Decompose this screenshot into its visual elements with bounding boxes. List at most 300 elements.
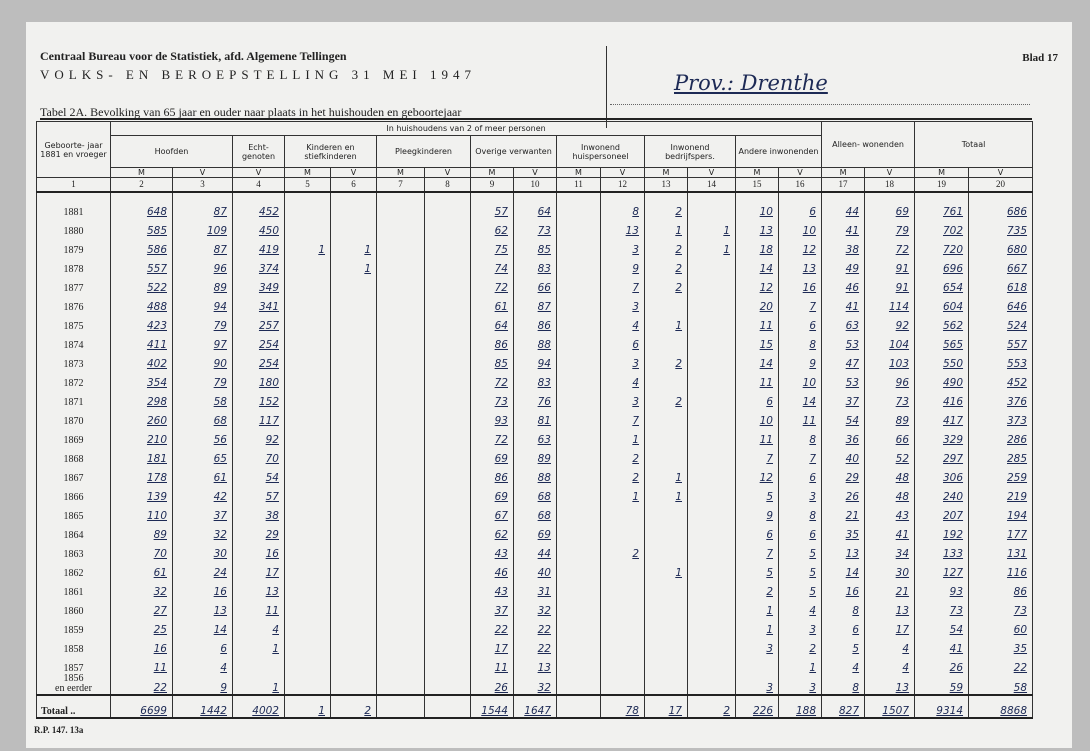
value-cell: 5	[779, 579, 822, 598]
value-cell	[377, 218, 425, 237]
value-cell: 4002	[233, 695, 285, 718]
value-cell	[645, 408, 688, 427]
value-cell: 64	[471, 313, 514, 332]
table-row	[37, 579, 1033, 598]
value-cell: 177	[969, 522, 1033, 541]
value-cell: 93	[471, 408, 514, 427]
value-cell: 10	[779, 370, 822, 389]
spacer-cell	[37, 192, 111, 199]
value-cell	[285, 522, 331, 541]
table-row	[37, 655, 1033, 674]
household-group-header: In huishoudens van 2 of meer personen	[111, 122, 822, 136]
birth-year-label: 1872	[63, 378, 84, 389]
bedrijfspersoneel-header: Inwonend bedrijfspers.	[645, 136, 736, 168]
value-cell: 87	[173, 237, 233, 256]
value-cell	[688, 408, 736, 427]
column-number: 4	[233, 178, 285, 193]
value-cell: 62	[471, 522, 514, 541]
value-cell	[688, 503, 736, 522]
value-cell	[425, 503, 471, 522]
birth-year-label: 1864	[63, 530, 84, 541]
value-cell: 646	[969, 294, 1033, 313]
value-cell: 550	[915, 351, 969, 370]
value-cell	[688, 351, 736, 370]
value-cell: 8	[779, 427, 822, 446]
value-cell: 680	[969, 237, 1033, 256]
value-cell: 70	[111, 541, 173, 560]
value-cell: 44	[822, 199, 865, 218]
birth-year-cell	[37, 446, 111, 465]
value-cell	[331, 484, 377, 503]
birth-year-cell	[37, 199, 111, 218]
table-row	[37, 332, 1033, 351]
value-cell: 68	[173, 408, 233, 427]
value-cell: 524	[969, 313, 1033, 332]
spacer-cell	[645, 192, 688, 199]
column-number: 19	[915, 178, 969, 193]
value-cell	[688, 465, 736, 484]
value-cell: 43	[865, 503, 915, 522]
value-cell: 6	[173, 636, 233, 655]
huispersoneel-header: Inwonend huispersoneel	[557, 136, 645, 168]
value-cell: 41	[915, 636, 969, 655]
column-number: 6	[331, 178, 377, 193]
value-cell: 36	[822, 427, 865, 446]
value-cell	[645, 522, 688, 541]
value-cell: 54	[915, 617, 969, 636]
value-cell: 14	[173, 617, 233, 636]
value-cell	[688, 636, 736, 655]
column-number: 1	[37, 178, 111, 193]
birth-year-label: 1857	[63, 663, 84, 674]
table-row	[37, 408, 1033, 427]
value-cell: 64	[514, 199, 557, 218]
spacer-cell	[822, 192, 865, 199]
value-cell: 37	[471, 598, 514, 617]
value-cell: 1	[233, 636, 285, 655]
birth-year-label: 1858	[63, 644, 84, 655]
value-cell: 14	[779, 389, 822, 408]
value-cell: 9	[736, 503, 779, 522]
value-cell: 88	[514, 332, 557, 351]
value-cell	[285, 674, 331, 695]
value-cell: 2	[736, 579, 779, 598]
spacer-cell	[111, 192, 173, 199]
sex-m-header: M	[736, 168, 779, 178]
table-row	[37, 294, 1033, 313]
value-cell	[331, 636, 377, 655]
value-cell	[425, 484, 471, 503]
value-cell	[688, 522, 736, 541]
column-number: 8	[425, 178, 471, 193]
value-cell	[285, 617, 331, 636]
census-title: VOLKS- EN BEROEPSTELLING 31 MEI 1947	[40, 67, 477, 82]
value-cell: 72	[471, 275, 514, 294]
value-cell: 13	[601, 218, 645, 237]
value-cell: 240	[915, 484, 969, 503]
value-cell: 419	[233, 237, 285, 256]
value-cell: 32	[111, 579, 173, 598]
value-cell	[285, 313, 331, 332]
value-cell	[285, 636, 331, 655]
value-cell	[557, 484, 601, 503]
value-cell	[645, 674, 688, 695]
value-cell: 18	[736, 237, 779, 256]
value-cell	[425, 427, 471, 446]
value-cell: 61	[173, 465, 233, 484]
sex-v-header: V	[865, 168, 915, 178]
value-cell	[645, 332, 688, 351]
birth-year-cell	[37, 370, 111, 389]
value-cell	[377, 465, 425, 484]
table-row	[37, 256, 1033, 275]
value-cell: 69	[471, 484, 514, 503]
column-number: 9	[471, 178, 514, 193]
echtgenoten-header: Echt- genoten	[233, 136, 285, 168]
value-cell	[331, 655, 377, 674]
birth-year-cell	[37, 636, 111, 655]
value-cell: 37	[173, 503, 233, 522]
column-number: 3	[173, 178, 233, 193]
birth-year-label: 1856	[63, 674, 84, 684]
sex-v-header: V	[601, 168, 645, 178]
value-cell	[425, 465, 471, 484]
value-cell: 17	[645, 695, 688, 718]
value-cell: 32	[514, 598, 557, 617]
value-cell: 133	[915, 541, 969, 560]
value-cell	[425, 522, 471, 541]
birth-year-cell	[37, 465, 111, 484]
spacer-cell	[736, 192, 779, 199]
table-row	[37, 237, 1033, 256]
value-cell: 47	[822, 351, 865, 370]
value-cell	[601, 674, 645, 695]
value-cell: 58	[173, 389, 233, 408]
value-cell: 72	[471, 370, 514, 389]
value-cell	[377, 294, 425, 313]
value-cell: 9314	[915, 695, 969, 718]
value-cell: 48	[865, 465, 915, 484]
value-cell: 72	[471, 427, 514, 446]
value-cell	[557, 465, 601, 484]
value-cell: 7	[779, 446, 822, 465]
value-cell	[557, 199, 601, 218]
value-cell: 96	[173, 256, 233, 275]
table-row	[37, 503, 1033, 522]
value-cell: 69	[471, 446, 514, 465]
value-cell: 522	[111, 275, 173, 294]
value-cell: 139	[111, 484, 173, 503]
value-cell: 88	[514, 465, 557, 484]
value-cell	[645, 579, 688, 598]
value-cell	[377, 446, 425, 465]
value-cell: 17	[233, 560, 285, 579]
value-cell: 81	[514, 408, 557, 427]
birth-year-cell	[37, 351, 111, 370]
value-cell: 104	[865, 332, 915, 351]
value-cell: 73	[969, 598, 1033, 617]
value-cell: 53	[822, 370, 865, 389]
value-cell: 91	[865, 275, 915, 294]
value-cell: 8	[779, 503, 822, 522]
value-cell	[688, 674, 736, 695]
value-cell: 114	[865, 294, 915, 313]
value-cell	[331, 465, 377, 484]
value-cell	[377, 484, 425, 503]
value-cell: 2	[601, 541, 645, 560]
value-cell	[285, 256, 331, 275]
value-cell: 1	[736, 617, 779, 636]
value-cell: 66	[514, 275, 557, 294]
value-cell: 89	[865, 408, 915, 427]
header-divider	[606, 46, 607, 128]
value-cell: 1	[645, 560, 688, 579]
value-cell	[285, 503, 331, 522]
column-number: 14	[688, 178, 736, 193]
value-cell	[557, 541, 601, 560]
birth-year-label: 1874	[63, 340, 84, 351]
value-cell: 654	[915, 275, 969, 294]
value-cell: 89	[514, 446, 557, 465]
value-cell: 1	[645, 484, 688, 503]
value-cell	[331, 389, 377, 408]
value-cell: 354	[111, 370, 173, 389]
value-cell	[425, 446, 471, 465]
value-cell: 452	[233, 199, 285, 218]
value-cell	[377, 313, 425, 332]
province-line	[610, 104, 1030, 105]
value-cell: 90	[173, 351, 233, 370]
value-cell	[688, 541, 736, 560]
value-cell	[688, 294, 736, 313]
value-cell: 8	[779, 332, 822, 351]
value-cell	[688, 427, 736, 446]
birth-year-cell	[37, 313, 111, 332]
birth-year-cell	[37, 294, 111, 313]
totaal-header: Totaal	[915, 122, 1033, 168]
value-cell: 7	[736, 541, 779, 560]
value-cell: 66	[865, 427, 915, 446]
value-cell: 3	[779, 484, 822, 503]
value-cell: 48	[865, 484, 915, 503]
value-cell	[645, 598, 688, 617]
value-cell	[331, 427, 377, 446]
value-cell: 8	[601, 199, 645, 218]
value-cell: 59	[915, 674, 969, 695]
value-cell: 207	[915, 503, 969, 522]
birth-year-label: 1861	[63, 587, 84, 598]
value-cell: 349	[233, 275, 285, 294]
organization-name: Centraal Bureau voor de Statistiek, afd. Algemene Tellingen	[40, 49, 347, 63]
value-cell: 4	[233, 617, 285, 636]
value-cell: 13	[173, 598, 233, 617]
value-cell: 57	[471, 199, 514, 218]
value-cell: 13	[514, 655, 557, 674]
value-cell	[425, 598, 471, 617]
value-cell: 452	[969, 370, 1033, 389]
value-cell: 13	[779, 256, 822, 275]
value-cell: 4	[601, 370, 645, 389]
value-cell: 63	[514, 427, 557, 446]
value-cell	[557, 275, 601, 294]
value-cell: 31	[514, 579, 557, 598]
value-cell: 3	[736, 636, 779, 655]
totals-row	[37, 695, 1033, 718]
value-cell: 57	[233, 484, 285, 503]
value-cell: 5	[736, 560, 779, 579]
value-cell: 6	[779, 465, 822, 484]
value-cell: 11	[779, 408, 822, 427]
value-cell: 16	[233, 541, 285, 560]
value-cell	[645, 370, 688, 389]
value-cell	[425, 370, 471, 389]
column-number: 13	[645, 178, 688, 193]
value-cell	[601, 560, 645, 579]
value-cell: 52	[865, 446, 915, 465]
value-cell: 12	[736, 465, 779, 484]
value-cell	[557, 674, 601, 695]
value-cell	[285, 465, 331, 484]
value-cell	[645, 446, 688, 465]
value-cell: 4	[173, 655, 233, 674]
value-cell: 604	[915, 294, 969, 313]
value-cell: 41	[822, 294, 865, 313]
value-cell: 65	[173, 446, 233, 465]
value-cell	[601, 617, 645, 636]
value-cell: 2	[645, 237, 688, 256]
value-cell: 97	[173, 332, 233, 351]
value-cell	[557, 503, 601, 522]
value-cell	[425, 351, 471, 370]
birth-year-cell	[37, 579, 111, 598]
value-cell	[688, 332, 736, 351]
value-cell: 11	[471, 655, 514, 674]
value-cell: 70	[233, 446, 285, 465]
sex-v-header: V	[969, 168, 1033, 178]
value-cell: 411	[111, 332, 173, 351]
value-cell: 8868	[969, 695, 1033, 718]
table-row	[37, 465, 1033, 484]
value-cell: 6	[601, 332, 645, 351]
value-cell: 127	[915, 560, 969, 579]
value-cell	[557, 695, 601, 718]
value-cell	[425, 655, 471, 674]
census-form	[26, 22, 1072, 748]
value-cell	[331, 674, 377, 695]
value-cell: 40	[822, 446, 865, 465]
birth-year-label: 1875	[63, 321, 84, 332]
spacer-cell	[285, 192, 331, 199]
value-cell	[736, 655, 779, 674]
value-cell: 10	[779, 218, 822, 237]
value-cell	[285, 351, 331, 370]
column-number-row	[37, 178, 1033, 193]
value-cell: 3	[601, 389, 645, 408]
value-cell: 1	[285, 237, 331, 256]
value-cell: 86	[471, 465, 514, 484]
value-cell: 686	[969, 199, 1033, 218]
value-cell	[331, 294, 377, 313]
value-cell: 1	[645, 218, 688, 237]
value-cell	[331, 579, 377, 598]
value-cell: 42	[173, 484, 233, 503]
value-cell: 417	[915, 408, 969, 427]
value-cell	[285, 389, 331, 408]
value-cell: 73	[915, 598, 969, 617]
value-cell	[377, 674, 425, 695]
value-cell: 25	[111, 617, 173, 636]
value-cell	[377, 408, 425, 427]
value-cell: 87	[173, 199, 233, 218]
value-cell: 5	[822, 636, 865, 655]
province-handwritten: Prov.: Drenthe	[674, 71, 828, 95]
table-row	[37, 199, 1033, 218]
value-cell	[285, 655, 331, 674]
value-cell: 10	[736, 199, 779, 218]
population-table	[36, 121, 1033, 719]
value-cell	[377, 503, 425, 522]
value-cell	[377, 522, 425, 541]
value-cell	[425, 313, 471, 332]
sex-m-header: M	[377, 168, 425, 178]
value-cell: 12	[779, 237, 822, 256]
value-cell: 178	[111, 465, 173, 484]
value-cell: 188	[779, 695, 822, 718]
value-cell: 17	[865, 617, 915, 636]
value-cell: 1	[688, 237, 736, 256]
sex-v-header: V	[173, 168, 233, 178]
value-cell: 49	[822, 256, 865, 275]
value-cell: 11	[233, 598, 285, 617]
value-cell	[557, 636, 601, 655]
birth-year-label: 1879	[63, 245, 84, 256]
value-cell: 3	[601, 294, 645, 313]
value-cell: 2	[645, 256, 688, 275]
value-cell: 54	[233, 465, 285, 484]
sheet-number: Blad 17	[1022, 52, 1058, 64]
value-cell	[285, 275, 331, 294]
value-cell	[688, 199, 736, 218]
value-cell: 91	[865, 256, 915, 275]
value-cell: 56	[173, 427, 233, 446]
column-number: 7	[377, 178, 425, 193]
birth-year-cell	[37, 560, 111, 579]
table-row	[37, 636, 1033, 655]
value-cell: 22	[111, 674, 173, 695]
overige-verwanten-header: Overige verwanten	[471, 136, 557, 168]
birth-year-cell	[37, 218, 111, 237]
value-cell	[557, 522, 601, 541]
value-cell: 4	[822, 655, 865, 674]
value-cell: 827	[822, 695, 865, 718]
value-cell: 2	[645, 351, 688, 370]
value-cell	[688, 256, 736, 275]
spacer-cell	[865, 192, 915, 199]
value-cell	[331, 598, 377, 617]
value-cell: 5	[736, 484, 779, 503]
value-cell: 14	[736, 351, 779, 370]
value-cell	[377, 617, 425, 636]
sex-m-header: M	[557, 168, 601, 178]
value-cell: 94	[514, 351, 557, 370]
value-cell	[601, 503, 645, 522]
value-cell: 24	[173, 560, 233, 579]
andere-inwonenden-header: Andere inwonenden	[736, 136, 822, 168]
birth-year-label: Totaal ..	[41, 706, 76, 717]
value-cell: 2	[779, 636, 822, 655]
value-cell	[557, 655, 601, 674]
birth-year-label: 1859	[63, 625, 84, 636]
